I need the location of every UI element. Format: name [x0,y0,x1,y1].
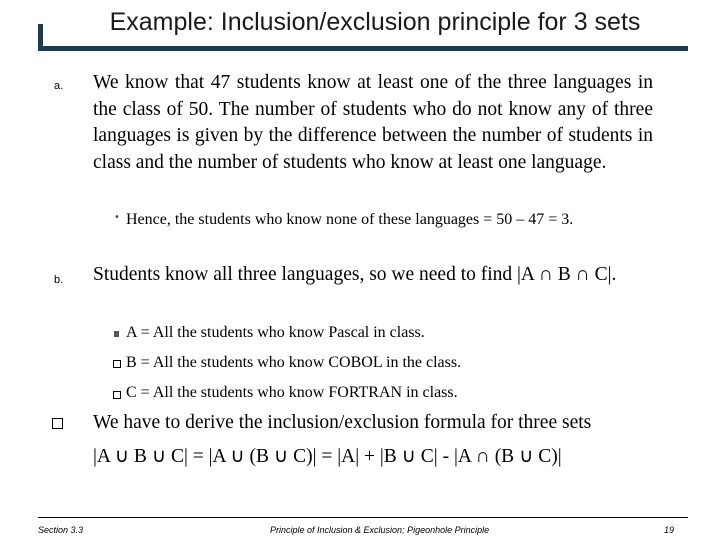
open-square-bullet-icon [113,391,121,399]
page-number: 19 [664,525,675,535]
square-bullet-icon [52,418,63,429]
open-square-bullet-icon [113,360,121,368]
item-b-marker: b. [54,274,64,286]
footer-section: Section 3.3 [38,525,84,535]
title-underline-bar [38,46,688,51]
item-b-sub-3: C = All the students who know FORTRAN in class. [126,384,458,401]
bullet-dot-icon: • [114,212,120,223]
footer-topic: Principle of Inclusion & Exclusion; Pigeonhole Principle [270,525,490,535]
item-a-text: We know that 47 students know at least one of the three languages in the class of 50. The number of students who do not know any of three languages is given by the difference between the number of students in class and the number of students who know at least one language. [93,72,653,173]
footer-divider [38,517,688,518]
inclusion-exclusion-formula: |A ∪ B ∪ C| = |A ∪ (B ∪ C)| = |A| + |B ∪ C| - |A ∩ (B ∪ C)| [93,446,562,467]
slide-title: Example: Inclusion/exclusion principle for 3 sets [109,8,641,36]
item-a-sub-1: Hence, the students who know none of these languages = 50 – 47 = 3. [126,211,574,228]
item-b-text: Students know all three languages, so we need to find |A ∩ B ∩ C|. [93,264,617,285]
item-b-sub-1: A = All the students who know Pascal in class. [126,324,425,341]
item-a-marker: a. [54,80,64,92]
item-c-text: We have to derive the inclusion/exclusion formula for three sets [93,412,592,433]
item-b-sub-2: B = All the students who know COBOL in the class. [126,354,462,371]
filled-square-bullet-icon [114,331,119,337]
